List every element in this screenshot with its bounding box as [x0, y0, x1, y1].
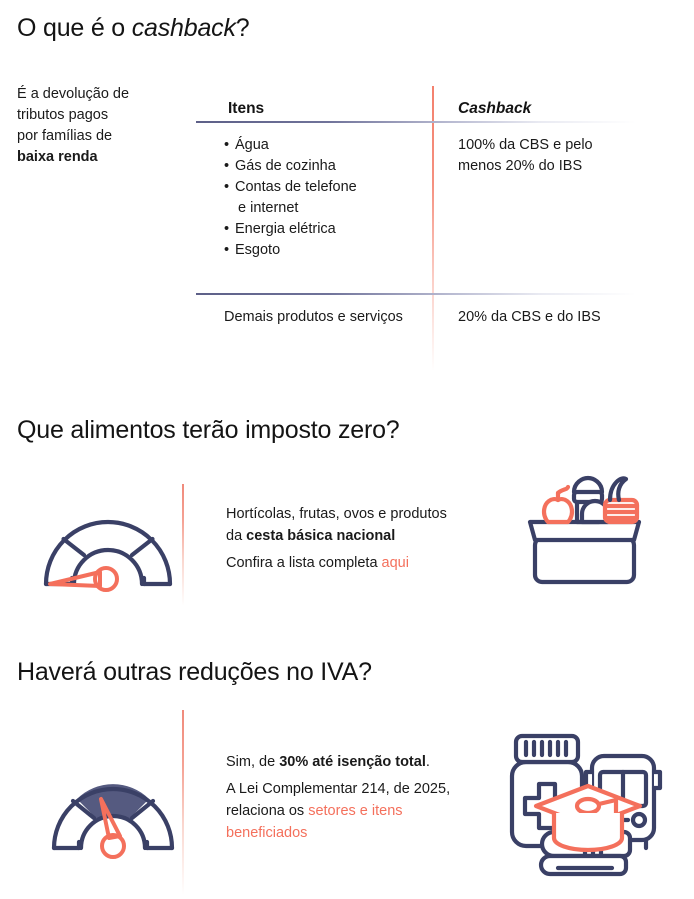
grocery-basket-icon [522, 470, 647, 590]
body-line-1 [226, 751, 476, 773]
body-text-b: da [226, 528, 247, 544]
list-item: • Esgoto [224, 240, 434, 261]
table-cell-cashback-2: 20% da CBS e do IBS [458, 309, 601, 325]
body-text-bold: 30% até isenção total [279, 754, 426, 770]
list-item-continuation: e internet [238, 200, 299, 216]
table-header-cashback: Cashback [458, 100, 532, 117]
table-cell-items-2: Demais produtos e serviços [224, 309, 403, 325]
medicine-bus-education-icon [492, 728, 662, 880]
intro-line-3: por famílias de [17, 128, 113, 144]
section-body-reducoes-iva [226, 751, 476, 844]
body-text-b: . [425, 754, 430, 770]
title-prefix: O que é o [17, 14, 132, 42]
body-line-2 [226, 778, 476, 844]
list-item: • Gás de cozinha [224, 156, 434, 177]
list-item: • Energia elétrica [224, 219, 434, 240]
section-title-reducoes-iva: Haverá outras reduções no IVA? [17, 658, 372, 686]
body-text-bold: cesta básica nacional [246, 528, 396, 544]
table-cell-items-list [224, 135, 434, 261]
section-accent-line [182, 710, 184, 895]
section-title-imposto-zero: Que alimentos terão imposto zero? [17, 416, 400, 444]
table-cell-cashback-1: 100% da CBS e pelo menos 20% do IBS [458, 137, 593, 174]
body-text-a: Hortícolas, frutas, ovos e produtos [226, 506, 447, 522]
body-text-c: Confira a lista completa [226, 555, 382, 571]
list-item: • Água [224, 135, 434, 156]
section-accent-line [182, 484, 184, 606]
intro-paragraph [17, 84, 182, 168]
table-header-rule [196, 121, 636, 123]
table-row-rule [196, 293, 636, 295]
body-text-c: A Lei Complementar 214, de 2025, relaciona os [226, 781, 451, 819]
section-body-imposto-zero [226, 503, 501, 574]
body-line-2 [226, 552, 501, 574]
intro-emphasis: baixa renda [17, 149, 98, 165]
link-aqui[interactable]: aqui [381, 555, 409, 571]
page-title [17, 14, 249, 43]
link-setores-itens[interactable]: setores e itens beneficiados [226, 803, 403, 841]
title-suffix: ? [235, 14, 250, 42]
cashback-table [196, 86, 636, 371]
intro-line-2: tributos pagos [17, 107, 109, 123]
list-item: • Contas de telefone [224, 177, 434, 198]
gauge-low-icon [38, 492, 178, 597]
intro-line-1: É a devolução de [17, 86, 130, 102]
body-text-a: Sim, de [226, 754, 280, 770]
title-italic-word: cashback [131, 14, 236, 42]
body-line-1 [226, 503, 501, 547]
gauge-high-icon [48, 758, 178, 863]
table-header-itens: Itens [228, 100, 265, 117]
